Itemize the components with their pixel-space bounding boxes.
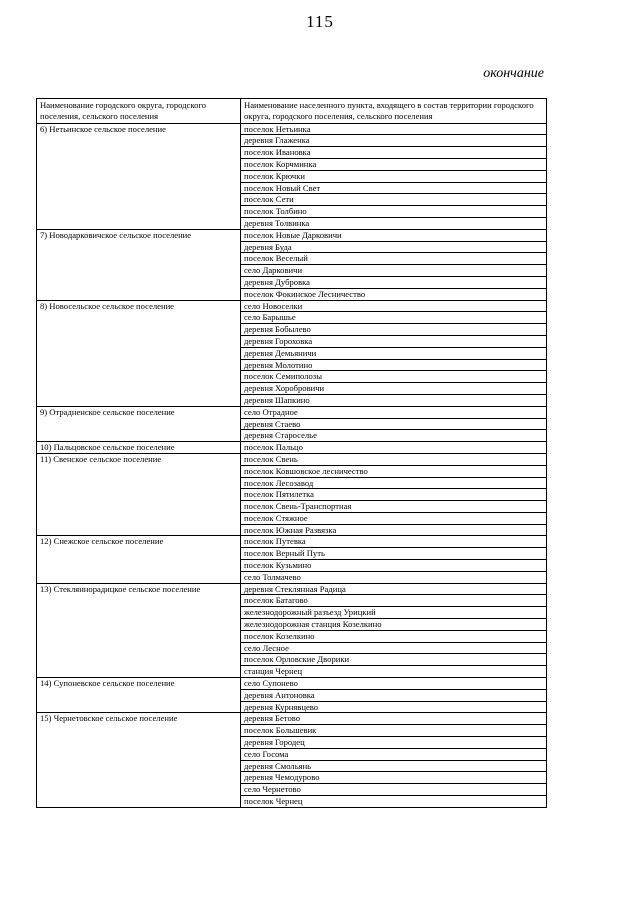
locality-name: деревня Глаженка xyxy=(241,135,547,147)
locality-name: поселок Корчминка xyxy=(241,158,547,170)
table-row xyxy=(37,713,547,725)
table-row xyxy=(37,406,547,418)
table-body xyxy=(37,123,547,807)
table-row xyxy=(37,678,547,690)
locality-name: поселок Батагово xyxy=(241,595,547,607)
locality-name: поселок Орловские Дворики xyxy=(241,654,547,666)
locality-name: деревня Хоробровичи xyxy=(241,383,547,395)
municipality-name: 9) Отрадненское сельское поселение xyxy=(37,406,241,441)
header-row xyxy=(37,99,547,124)
continuation-label: окончание xyxy=(483,66,544,81)
table-row xyxy=(37,536,547,548)
locality-name: поселок Новые Дарковичи xyxy=(241,229,547,241)
locality-name: село Чернетово xyxy=(241,784,547,796)
locality-name: деревня Буда xyxy=(241,241,547,253)
locality-name: поселок Семиполозы xyxy=(241,371,547,383)
locality-name: село Супонево xyxy=(241,678,547,690)
locality-name: поселок Путевка xyxy=(241,536,547,548)
header-municipality: Наименование городского округа, городского поселения, сельского поселения xyxy=(37,99,241,124)
table-header xyxy=(37,99,547,124)
locality-name: поселок Верный Путь xyxy=(241,548,547,560)
municipality-name: 8) Новосельское сельское поселение xyxy=(37,300,241,406)
locality-name: село Госома xyxy=(241,748,547,760)
locality-name: деревня Толвинка xyxy=(241,217,547,229)
locality-name: станция Чернец xyxy=(241,666,547,678)
locality-name: поселок Козелкино xyxy=(241,630,547,642)
locality-name: деревня Шапкино xyxy=(241,394,547,406)
locality-name: деревня Гороховка xyxy=(241,335,547,347)
municipality-name: 13) Стекляннорадицкое сельское поселение xyxy=(37,583,241,677)
locality-name: деревня Демьяничи xyxy=(241,347,547,359)
locality-name: поселок Сети xyxy=(241,194,547,206)
locality-name: деревня Антоновка xyxy=(241,689,547,701)
locality-name: деревня Молотино xyxy=(241,359,547,371)
locality-name: поселок Фокинское Лесничество xyxy=(241,288,547,300)
locality-name: деревня Смольянь xyxy=(241,760,547,772)
page-number: 115 xyxy=(306,12,334,31)
locality-name: поселок Ивановка xyxy=(241,147,547,159)
locality-name: железнодорожная станция Козелкино xyxy=(241,619,547,631)
table-row xyxy=(37,229,547,241)
municipality-name: 11) Свенское сельское поселение xyxy=(37,453,241,536)
municipality-name: 14) Супоневское сельское поселение xyxy=(37,678,241,713)
locality-name: село Барышье xyxy=(241,312,547,324)
locality-name: село Лесное xyxy=(241,642,547,654)
locality-name: село Толмачево xyxy=(241,571,547,583)
table-row xyxy=(37,123,547,135)
header-locality: Наименование населенного пункта, входящего в состав территории городского округа, городского поселения, сельского поселения xyxy=(241,99,547,124)
locality-name: деревня Бобылево xyxy=(241,324,547,336)
table-row xyxy=(37,300,547,312)
locality-name: поселок Толбино xyxy=(241,206,547,218)
locality-name: деревня Стаево xyxy=(241,418,547,430)
locality-name: деревня Дубровка xyxy=(241,276,547,288)
locality-name: поселок Новый Свет xyxy=(241,182,547,194)
settlements-table xyxy=(36,98,547,808)
locality-name: деревня Чемодурово xyxy=(241,772,547,784)
locality-name: поселок Стяжное xyxy=(241,512,547,524)
locality-name: село Новоселки xyxy=(241,300,547,312)
locality-name: деревня Городец xyxy=(241,737,547,749)
municipality-name: 7) Новодарковичское сельское поселение xyxy=(37,229,241,300)
locality-name: поселок Крючки xyxy=(241,170,547,182)
locality-name: поселок Нетьинка xyxy=(241,123,547,135)
locality-name: деревня Бетово xyxy=(241,713,547,725)
table-row xyxy=(37,583,547,595)
municipality-name: 10) Пальцовское сельское поселение xyxy=(37,442,241,454)
locality-name: село Дарковичи xyxy=(241,265,547,277)
table-row xyxy=(37,442,547,454)
locality-name: поселок Большевик xyxy=(241,725,547,737)
locality-name: деревня Курнявцево xyxy=(241,701,547,713)
locality-name: село Отрадное xyxy=(241,406,547,418)
locality-name: поселок Лесозавод xyxy=(241,477,547,489)
locality-name: поселок Пятилетка xyxy=(241,489,547,501)
locality-name: поселок Южная Развязка xyxy=(241,524,547,536)
locality-name: поселок Кузьмино xyxy=(241,560,547,572)
municipality-name: 15) Чернетовское сельское поселение xyxy=(37,713,241,807)
locality-name: поселок Чернец xyxy=(241,796,547,808)
locality-name: поселок Веселый xyxy=(241,253,547,265)
locality-name: поселок Свень-Транспортная xyxy=(241,501,547,513)
locality-name: деревня Стеклянная Радица xyxy=(241,583,547,595)
table-row xyxy=(37,453,547,465)
locality-name: поселок Пальцо xyxy=(241,442,547,454)
municipality-name: 12) Снежское сельское поселение xyxy=(37,536,241,583)
locality-name: железнодорожный разъезд Урицкий xyxy=(241,607,547,619)
municipality-name: 6) Нетьинское сельское поселение xyxy=(37,123,241,229)
locality-name: деревня Староселье xyxy=(241,430,547,442)
locality-name: поселок Свень xyxy=(241,453,547,465)
locality-name: поселок Ковшовское лесничество xyxy=(241,465,547,477)
